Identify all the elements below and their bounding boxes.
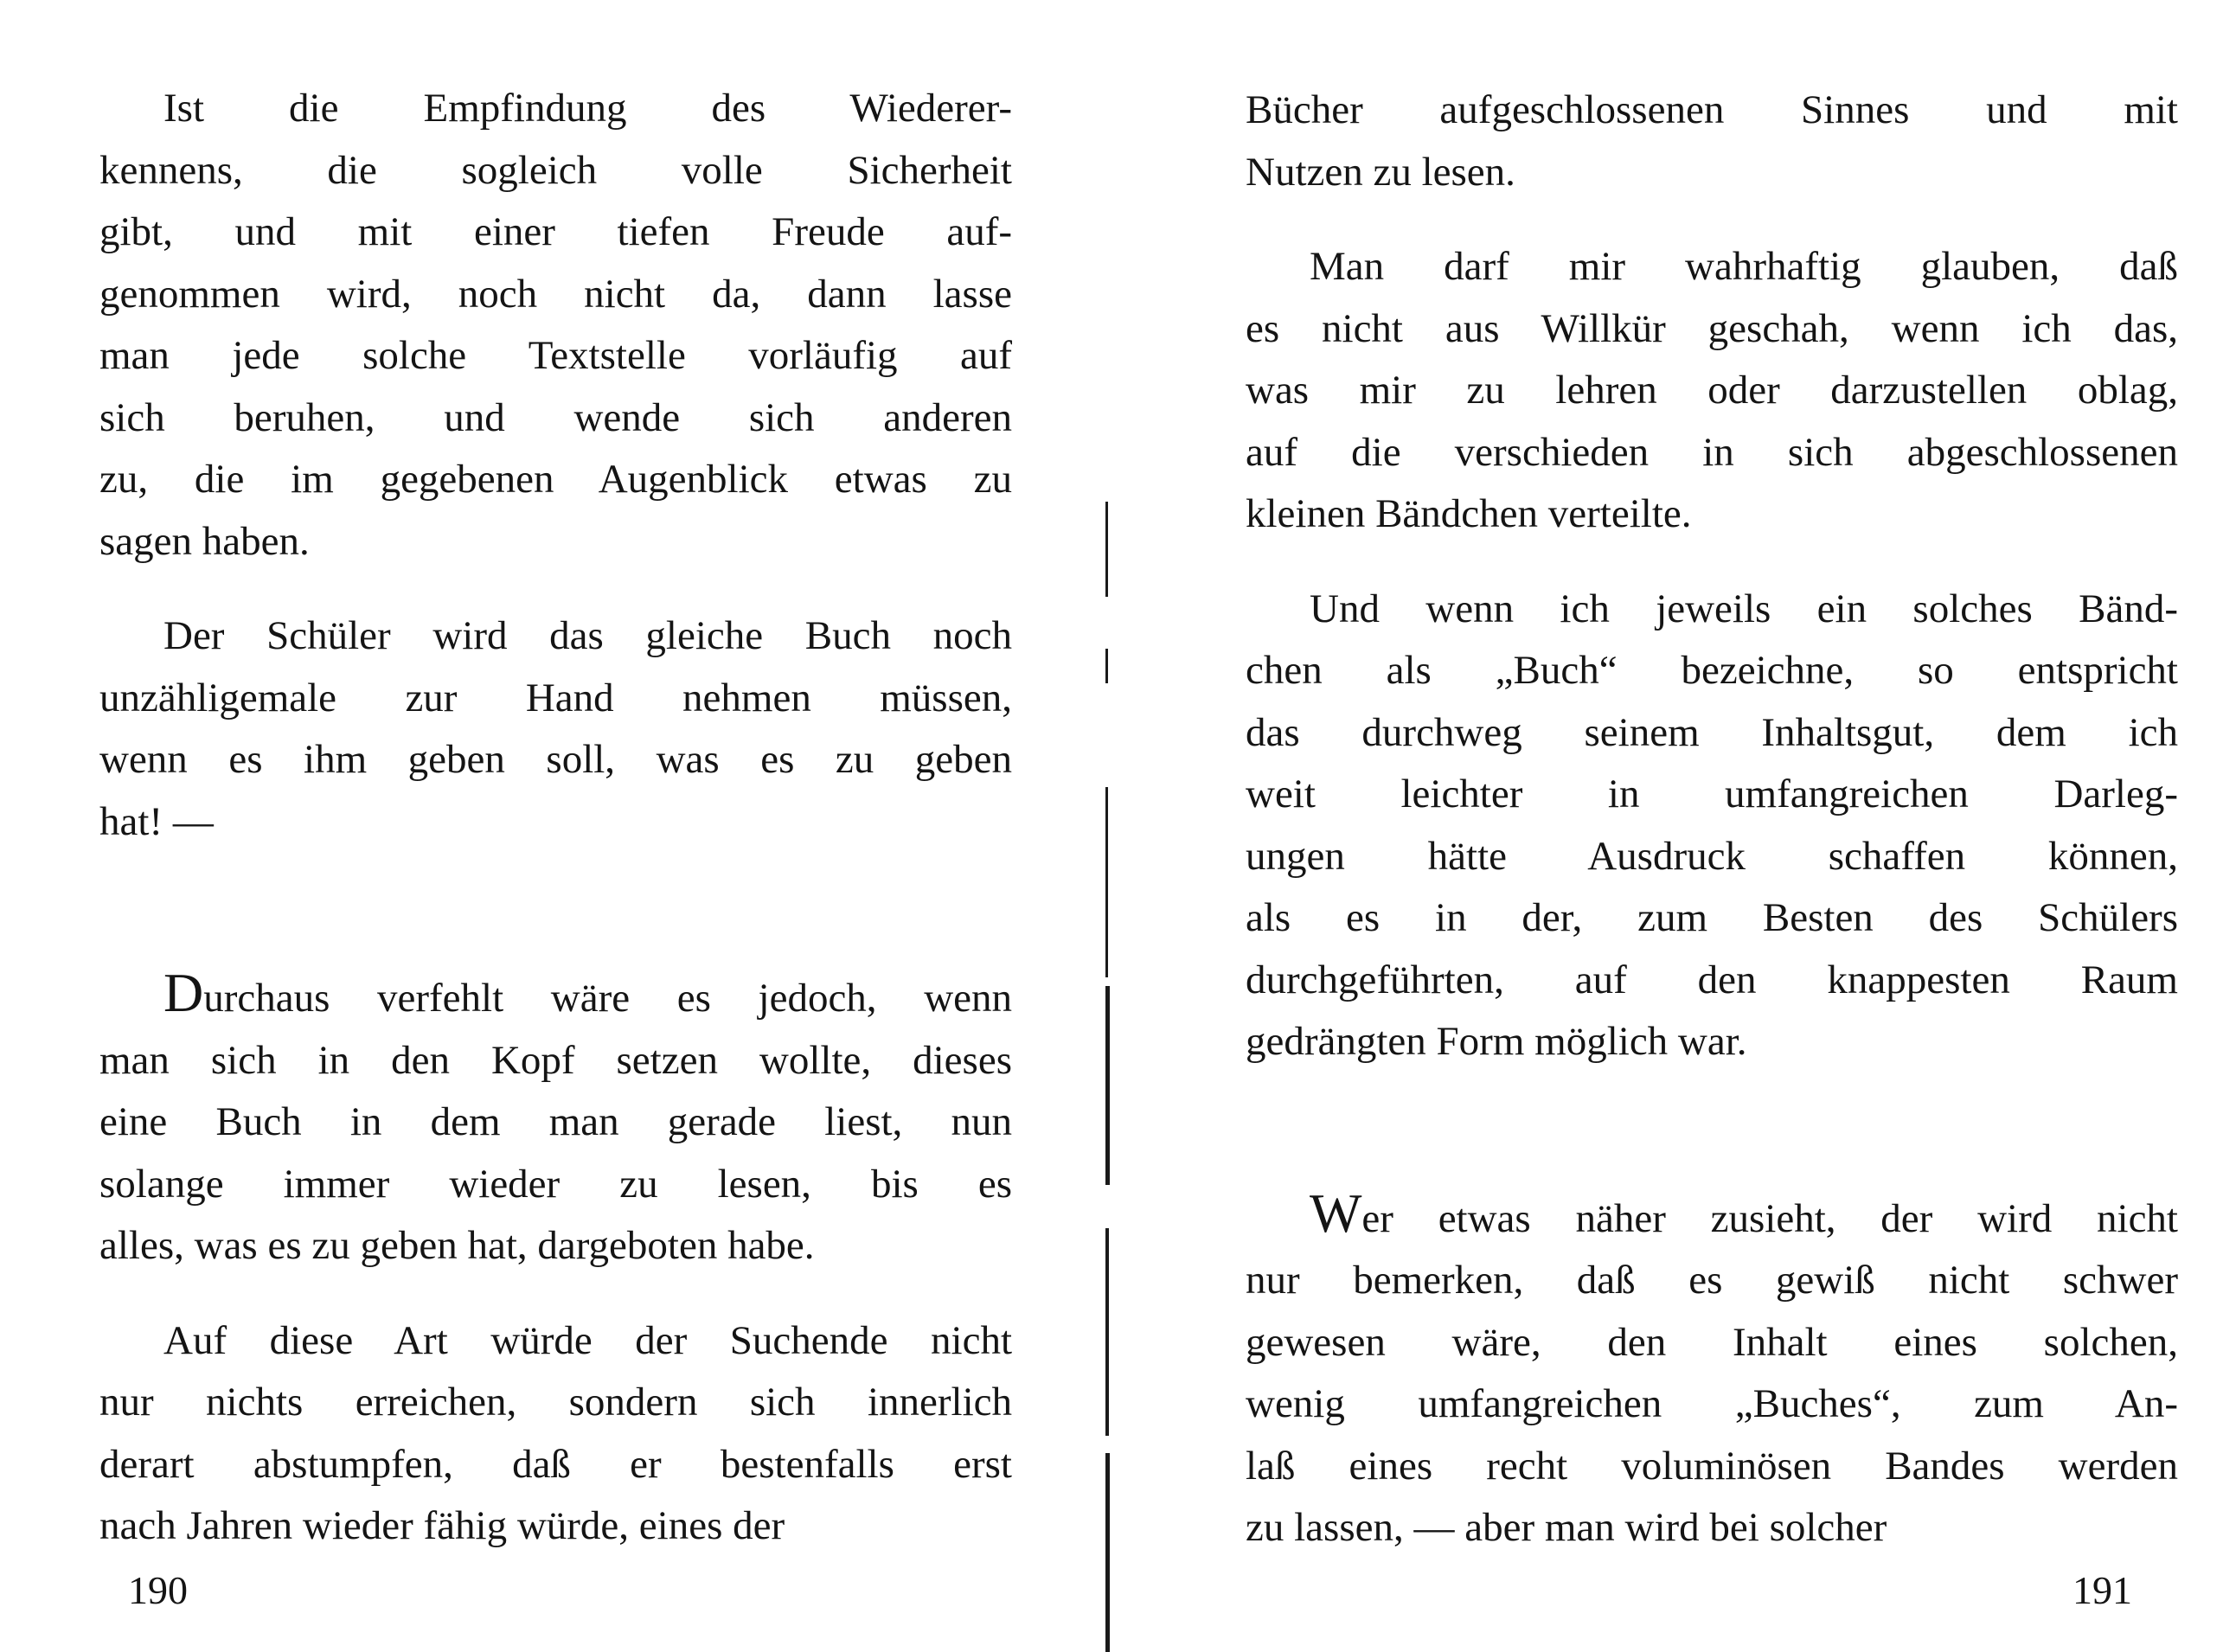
line-text: Nutzen zu lesen. bbox=[1246, 149, 1515, 195]
page-number-left: 190 bbox=[128, 1568, 188, 1612]
line-text: Man darf mir wahrhaftig glauben, daß bbox=[1310, 244, 2178, 289]
text-line bbox=[99, 511, 1012, 573]
text-line bbox=[99, 202, 1012, 264]
drop-cap: D bbox=[163, 962, 204, 1023]
line-text: man jede solche Textstelle vorläufig auf bbox=[99, 333, 1012, 378]
drop-cap: W bbox=[1310, 1181, 1362, 1244]
line-text: hat! — bbox=[99, 798, 214, 844]
text-line bbox=[99, 325, 1012, 387]
text-line bbox=[99, 729, 1012, 791]
line-text: weit leichter in umfangreichen Darleg- bbox=[1246, 772, 2178, 816]
text-line bbox=[1246, 1497, 2178, 1559]
line-text: man sich in den Kopf setzen wollte, dieses bbox=[99, 1037, 1012, 1083]
paragraph bbox=[99, 1310, 1012, 1558]
text-line bbox=[1246, 80, 2178, 142]
text-line bbox=[99, 1495, 1012, 1558]
text-line bbox=[99, 1372, 1012, 1434]
gutter-line bbox=[1105, 502, 1108, 597]
text-line bbox=[99, 387, 1012, 450]
text-line bbox=[1246, 236, 2178, 298]
line-text: sagen haben. bbox=[99, 518, 310, 564]
gutter-line bbox=[1105, 1228, 1109, 1436]
paragraph bbox=[99, 962, 1012, 1277]
text-line bbox=[99, 962, 1012, 1030]
line-text: kleinen Bändchen verteilte. bbox=[1246, 491, 1692, 536]
line-text: nur nichts erreichen, sondern sich innerlich bbox=[99, 1380, 1012, 1425]
line-text: es nicht aus Willkür geschah, wenn ich das, bbox=[1246, 305, 2178, 351]
text-line bbox=[1246, 298, 2178, 361]
line-text: nach Jahren wieder fähig würde, eines der bbox=[99, 1503, 785, 1548]
line-text: das durchweg seinem Inhaltsgut, dem ich bbox=[1246, 709, 2178, 755]
paragraph bbox=[1246, 579, 2178, 1073]
text-line bbox=[1246, 142, 2178, 204]
text-line bbox=[1246, 887, 2178, 950]
paragraph bbox=[1246, 80, 2178, 203]
line-text: Ist die Empfindung des Wiederer- bbox=[163, 86, 1012, 131]
line-text: gedrängten Form möglich war. bbox=[1246, 1019, 1747, 1064]
text-line bbox=[99, 449, 1012, 511]
text-line bbox=[1246, 1250, 2178, 1312]
text-line bbox=[1246, 764, 2178, 826]
line-text: gibt, und mit einer tiefen Freude auf- bbox=[99, 209, 1012, 254]
paragraph bbox=[1246, 236, 2178, 546]
text-line bbox=[99, 1310, 1012, 1373]
text-line bbox=[1246, 1436, 2178, 1498]
line-text: laß eines recht voluminösen Bandes werden bbox=[1246, 1443, 2178, 1489]
line-text: zu lassen, — aber man wird bei solcher bbox=[1246, 1505, 1887, 1550]
line-text: eine Buch in dem man gerade liest, nun bbox=[99, 1099, 1012, 1144]
text-line bbox=[1246, 702, 2178, 765]
text-line bbox=[1246, 483, 2178, 546]
paragraph bbox=[99, 78, 1012, 573]
left-page-text bbox=[99, 78, 1012, 1558]
line-text: derart abstumpfen, daß er bestenfalls erst bbox=[99, 1441, 1012, 1487]
text-line bbox=[1246, 1373, 2178, 1436]
text-line bbox=[1246, 1312, 2178, 1374]
text-line bbox=[99, 791, 1012, 854]
text-line bbox=[99, 1092, 1012, 1154]
line-text: unzähligemale zur Hand nehmen müssen, bbox=[99, 675, 1012, 720]
right-page bbox=[1112, 0, 2223, 1652]
line-text: solange immer wieder zu lesen, bis es bbox=[99, 1161, 1012, 1207]
text-line bbox=[1246, 579, 2178, 641]
line-text: was mir zu lehren oder darzustellen oblag, bbox=[1246, 368, 2178, 413]
text-line bbox=[99, 668, 1012, 730]
book-gutter bbox=[1105, 502, 1111, 1652]
text-line bbox=[99, 264, 1012, 326]
line-text: gewesen wäre, den Inhalt eines solchen, bbox=[1246, 1319, 2178, 1365]
gutter-line bbox=[1105, 986, 1110, 1185]
line-text: urchaus verfehlt wäre es jedoch, wenn bbox=[203, 976, 1012, 1021]
line-text: durchgeführten, auf den knappesten Raum bbox=[1246, 957, 2178, 1002]
line-text: wenig umfangreichen „Buches“, zum An- bbox=[1246, 1381, 2178, 1426]
text-line bbox=[99, 1434, 1012, 1496]
text-line bbox=[1246, 422, 2178, 484]
line-text: wenn es ihm geben soll, was es zu geben bbox=[99, 737, 1012, 782]
text-line bbox=[1246, 640, 2178, 702]
line-text: Der Schüler wird das gleiche Buch noch bbox=[163, 613, 1012, 658]
line-text: nur bemerken, daß es gewiß nicht schwer bbox=[1246, 1258, 2178, 1303]
line-text: Auf diese Art würde der Suchende nicht bbox=[163, 1317, 1012, 1363]
text-line bbox=[99, 1030, 1012, 1092]
line-text: Und wenn ich jeweils ein solches Bänd- bbox=[1310, 586, 2178, 631]
line-text: ungen hätte Ausdruck schaffen können, bbox=[1246, 833, 2178, 879]
text-line bbox=[99, 605, 1012, 668]
text-line bbox=[99, 140, 1012, 202]
text-line bbox=[99, 1154, 1012, 1216]
line-text: er etwas näher zusieht, der wird nicht bbox=[1361, 1195, 2178, 1241]
line-text: genommen wird, noch nicht da, dann lasse bbox=[99, 271, 1012, 317]
right-page-text bbox=[1246, 80, 2178, 1559]
line-text: chen als „Buch“ bezeichne, so entspricht bbox=[1246, 648, 2178, 693]
line-text: sich beruhen, und wende sich anderen bbox=[99, 394, 1012, 440]
line-text: zu, die im gegebenen Augenblick etwas zu bbox=[99, 457, 1012, 502]
text-line bbox=[99, 78, 1012, 140]
text-line bbox=[1246, 950, 2178, 1012]
line-text: alles, was es zu geben hat, dargeboten habe. bbox=[99, 1223, 815, 1268]
text-line bbox=[1246, 826, 2178, 888]
line-text: auf die verschieden in sich abgeschlossenen bbox=[1246, 429, 2178, 475]
paragraph bbox=[1246, 1181, 2178, 1559]
gutter-line bbox=[1105, 787, 1108, 977]
text-line bbox=[1246, 1181, 2178, 1251]
paragraph bbox=[99, 605, 1012, 853]
gutter-line bbox=[1105, 649, 1108, 683]
text-line bbox=[1246, 1011, 2178, 1073]
line-text: kennens, die sogleich volle Sicherheit bbox=[99, 147, 1012, 193]
page-number-right: 191 bbox=[2072, 1568, 2132, 1612]
gutter-line bbox=[1105, 1453, 1110, 1652]
text-line bbox=[99, 1215, 1012, 1277]
line-text: als es in der, zum Besten des Schülers bbox=[1246, 895, 2178, 940]
text-line bbox=[1246, 360, 2178, 422]
line-text: Bücher aufgeschlossenen Sinnes und mit bbox=[1246, 87, 2178, 132]
